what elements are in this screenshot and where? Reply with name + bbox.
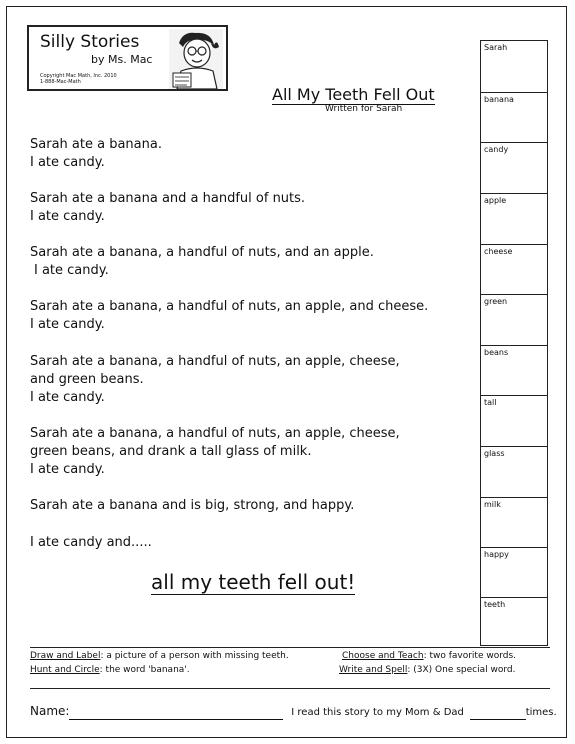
word-label: Sarah [484,43,508,52]
story-paragraph [30,425,400,479]
story-line: green beans, and drank a tall glass of milk. [30,444,312,459]
word-cell[interactable] [481,92,547,142]
brand-logo-box [27,25,228,91]
story-line: Sarah ate a banana. [30,137,162,152]
story-paragraph [30,244,374,280]
name-label: Name: [30,704,70,718]
story-line: Sarah ate a banana, a handful of nuts, an apple, cheese, [30,426,400,441]
word-cell[interactable] [481,193,547,244]
story-paragraph [30,353,400,407]
story-paragraph [30,298,428,334]
times-blank[interactable] [470,707,526,720]
word-label: glass [484,449,505,458]
story-paragraph [30,136,162,172]
story-paragraph [30,534,152,552]
word-label: cheese [484,247,513,256]
times-text: times. [525,707,557,718]
story-line: Sarah ate a banana and is big, strong, and happy. [30,498,355,513]
brand-title: Silly Stories [40,32,140,52]
story-paragraph [30,497,354,515]
name-blank[interactable] [69,707,283,720]
word-cell[interactable] [481,395,547,446]
task-write-spell: Write and Spell: (3X) One special word. [339,665,516,675]
task-choose-teach: Choose and Teach: two favorite words. [342,651,517,661]
word-cell[interactable] [481,597,547,645]
word-cell[interactable] [481,244,547,294]
word-label: apple [484,196,507,205]
word-label: beans [484,348,509,357]
story-paragraph [30,190,305,226]
story-line: I ate candy. [34,263,109,278]
brand-byline: by Ms. Mac [91,53,153,66]
word-cell[interactable] [481,497,547,547]
story-line: I ate candy. [30,155,105,170]
story-subtitle: Written for Sarah [325,104,403,114]
copyright-text: Copyright Mac Math, Inc. 2010 1-888-Mac-Math [40,73,117,85]
story-line: I ate candy and..... [30,535,152,550]
section-divider [30,647,550,648]
story-line: I ate candy. [30,390,105,405]
word-cell[interactable] [481,547,547,597]
word-cell[interactable] [481,294,547,345]
task-draw-label: Draw and Label: a picture of a person with missing teeth. [30,651,289,661]
word-column [480,40,548,646]
word-cell[interactable] [481,41,547,92]
task-hunt-circle: Hunt and Circle: the word 'banana'. [30,665,190,675]
story-line: I ate candy. [30,317,105,332]
story-line: I ate candy. [30,209,105,224]
word-cell[interactable] [481,446,547,497]
story-line: Sarah ate a banana, a handful of nuts, and an apple. [30,245,374,260]
word-label: banana [484,95,514,104]
word-cell[interactable] [481,142,547,193]
word-label: green [484,297,508,306]
word-cell[interactable] [481,345,547,395]
story-line: Sarah ate a banana, a handful of nuts, an apple, and cheese. [30,299,429,314]
teacher-cartoon-icon [169,29,223,89]
footer-row [30,704,557,720]
word-label: happy [484,550,509,559]
read-text: I read this story to my Mom & Dad [291,707,464,718]
story-line: and green beans. [30,372,144,387]
word-label: teeth [484,600,506,609]
section-divider [30,688,550,689]
word-label: candy [484,145,509,154]
story-line: I ate candy. [30,462,105,477]
story-ending: all my teeth fell out! [151,570,356,594]
word-label: tall [484,398,497,407]
word-label: milk [484,500,501,509]
story-title: All My Teeth Fell Out [272,85,435,104]
story-line: Sarah ate a banana and a handful of nuts. [30,191,306,206]
story-line: Sarah ate a banana, a handful of nuts, an apple, cheese, [30,354,400,369]
